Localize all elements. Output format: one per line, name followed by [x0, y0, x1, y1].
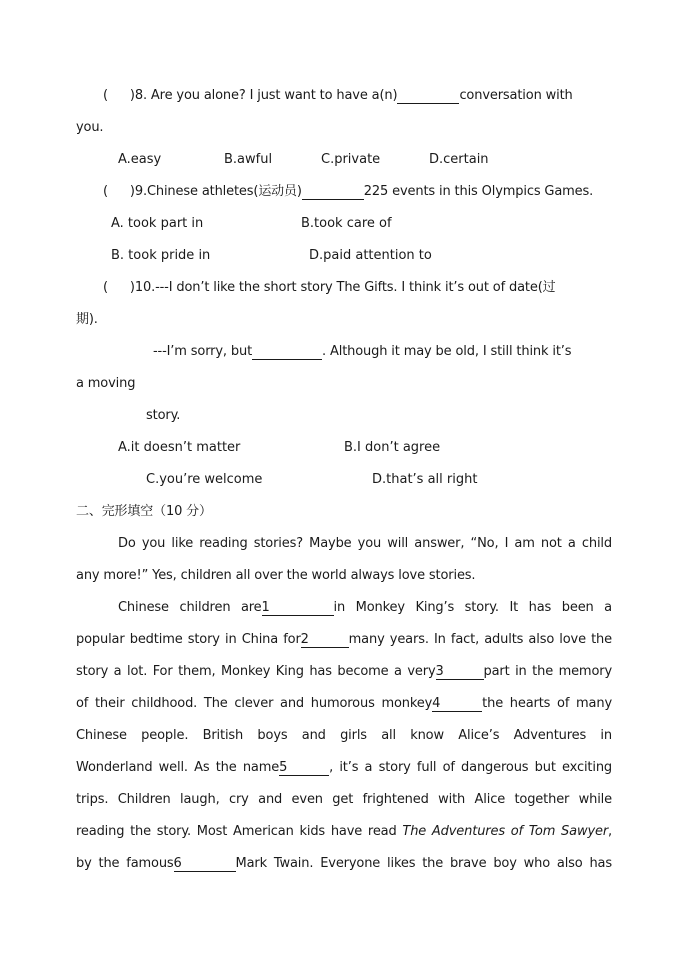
passage-text: reading the story. Most American kids have read: [76, 824, 397, 839]
passage-p1-line2: any more!” Yes, children all over the world always love stories.: [76, 568, 476, 583]
q10-stem: )10.---I don’t like the short story The Gifts. I think it’s out of date(过: [129, 280, 556, 295]
q8-option-c[interactable]: C.private: [321, 152, 381, 167]
q10-option-d[interactable]: D.that’s all right: [372, 472, 478, 487]
q10-line1: [103, 279, 556, 297]
q9-line1: [103, 183, 593, 201]
q10-line2: 期).: [76, 312, 98, 327]
q10-line4: a moving: [76, 376, 136, 391]
q9-option-a[interactable]: A. took part in: [111, 216, 204, 231]
q10-option-a[interactable]: A.it doesn’t matter: [118, 440, 241, 455]
passage-text: , it’s a story full of dangerous but exciting: [329, 760, 613, 775]
q8-option-b[interactable]: B.awful: [224, 152, 273, 167]
q8-line2: you.: [76, 120, 104, 135]
cloze-blank-2[interactable]: 2: [301, 633, 349, 648]
passage-text: in Monkey King’s story. It has been a: [333, 600, 612, 615]
q8-after-blank: conversation with: [459, 88, 573, 103]
passage-text: many years. In fact, adults also love the: [348, 632, 612, 647]
passage-p2-line9: [76, 855, 612, 873]
passage-text: Mark Twain. Everyone likes the brave boy who also has: [235, 856, 612, 871]
q9-blank[interactable]: [302, 185, 364, 200]
cloze-blank-5[interactable]: 5: [279, 761, 329, 776]
passage-p2-line7: trips. Children laugh, cry and even get frightened with Alice together while: [76, 792, 612, 807]
passage-text: Chinese children are: [118, 600, 262, 615]
q8-blank[interactable]: [397, 89, 459, 104]
cloze-blank-1[interactable]: 1: [262, 601, 334, 616]
passage-p2-line4: [76, 695, 612, 713]
q8-line1: [103, 87, 573, 105]
q8-paren-open: (: [103, 88, 108, 103]
q9-option-c[interactable]: B. took pride in: [111, 248, 211, 263]
book-title: The Adventures of Tom Sawyer: [402, 824, 609, 839]
passage-text: ,: [608, 824, 613, 839]
q10-line5: story.: [146, 408, 181, 423]
section-title: 二、完形填空（10 分）: [76, 504, 212, 519]
passage-text: of their childhood. The clever and humorous monkey: [76, 696, 433, 711]
q10-option-c[interactable]: C.you’re welcome: [146, 472, 263, 487]
q10-blank[interactable]: [252, 345, 322, 360]
cloze-blank-3[interactable]: 3: [436, 665, 484, 680]
passage-text: story a lot. For them, Monkey King has become a very: [76, 664, 436, 679]
cloze-blank-6[interactable]: 6: [174, 857, 236, 872]
passage-text: popular bedtime story in China for: [76, 632, 301, 647]
q10-reply: [153, 343, 571, 361]
passage-p2-line1: [118, 599, 612, 617]
q10-reply-start: ---I’m sorry, but: [153, 344, 253, 359]
q9-option-b[interactable]: B.took care of: [301, 216, 392, 231]
q9-after-blank: 225 events in this Olympics Games.: [363, 184, 594, 199]
q8-option-d[interactable]: D.certain: [429, 152, 489, 167]
q9-paren-open: (: [103, 184, 108, 199]
q10-option-b[interactable]: B.I don’t agree: [344, 440, 441, 455]
q10-reply-end: . Although it may be old, I still think it’s: [322, 344, 572, 359]
q8-stem: )8. Are you alone? I just want to have a(n): [129, 88, 398, 103]
q10-paren-open: (: [103, 280, 108, 295]
passage-p2-line6: [76, 759, 612, 777]
passage-p2-line8: [76, 823, 612, 841]
q8-option-a[interactable]: A.easy: [118, 152, 162, 167]
passage-text: Wonderland well. As the name: [76, 760, 280, 775]
passage-text: the hearts of many: [482, 696, 612, 711]
cloze-blank-4[interactable]: 4: [432, 697, 482, 712]
q9-option-d[interactable]: D.paid attention to: [309, 248, 432, 263]
passage-p1-line1: Do you like reading stories? Maybe you will answer, “No, I am not a child: [118, 536, 612, 551]
passage-text: part in the memory: [483, 664, 612, 679]
passage-p2-line2: [76, 631, 612, 649]
passage-p2-line3: [76, 663, 612, 681]
passage-text: by the famous: [76, 856, 174, 871]
q9-stem: )9.Chinese athletes(运动员): [129, 184, 302, 199]
passage-p2-line5: Chinese people. British boys and girls all know Alice’s Adventures in: [76, 728, 612, 743]
